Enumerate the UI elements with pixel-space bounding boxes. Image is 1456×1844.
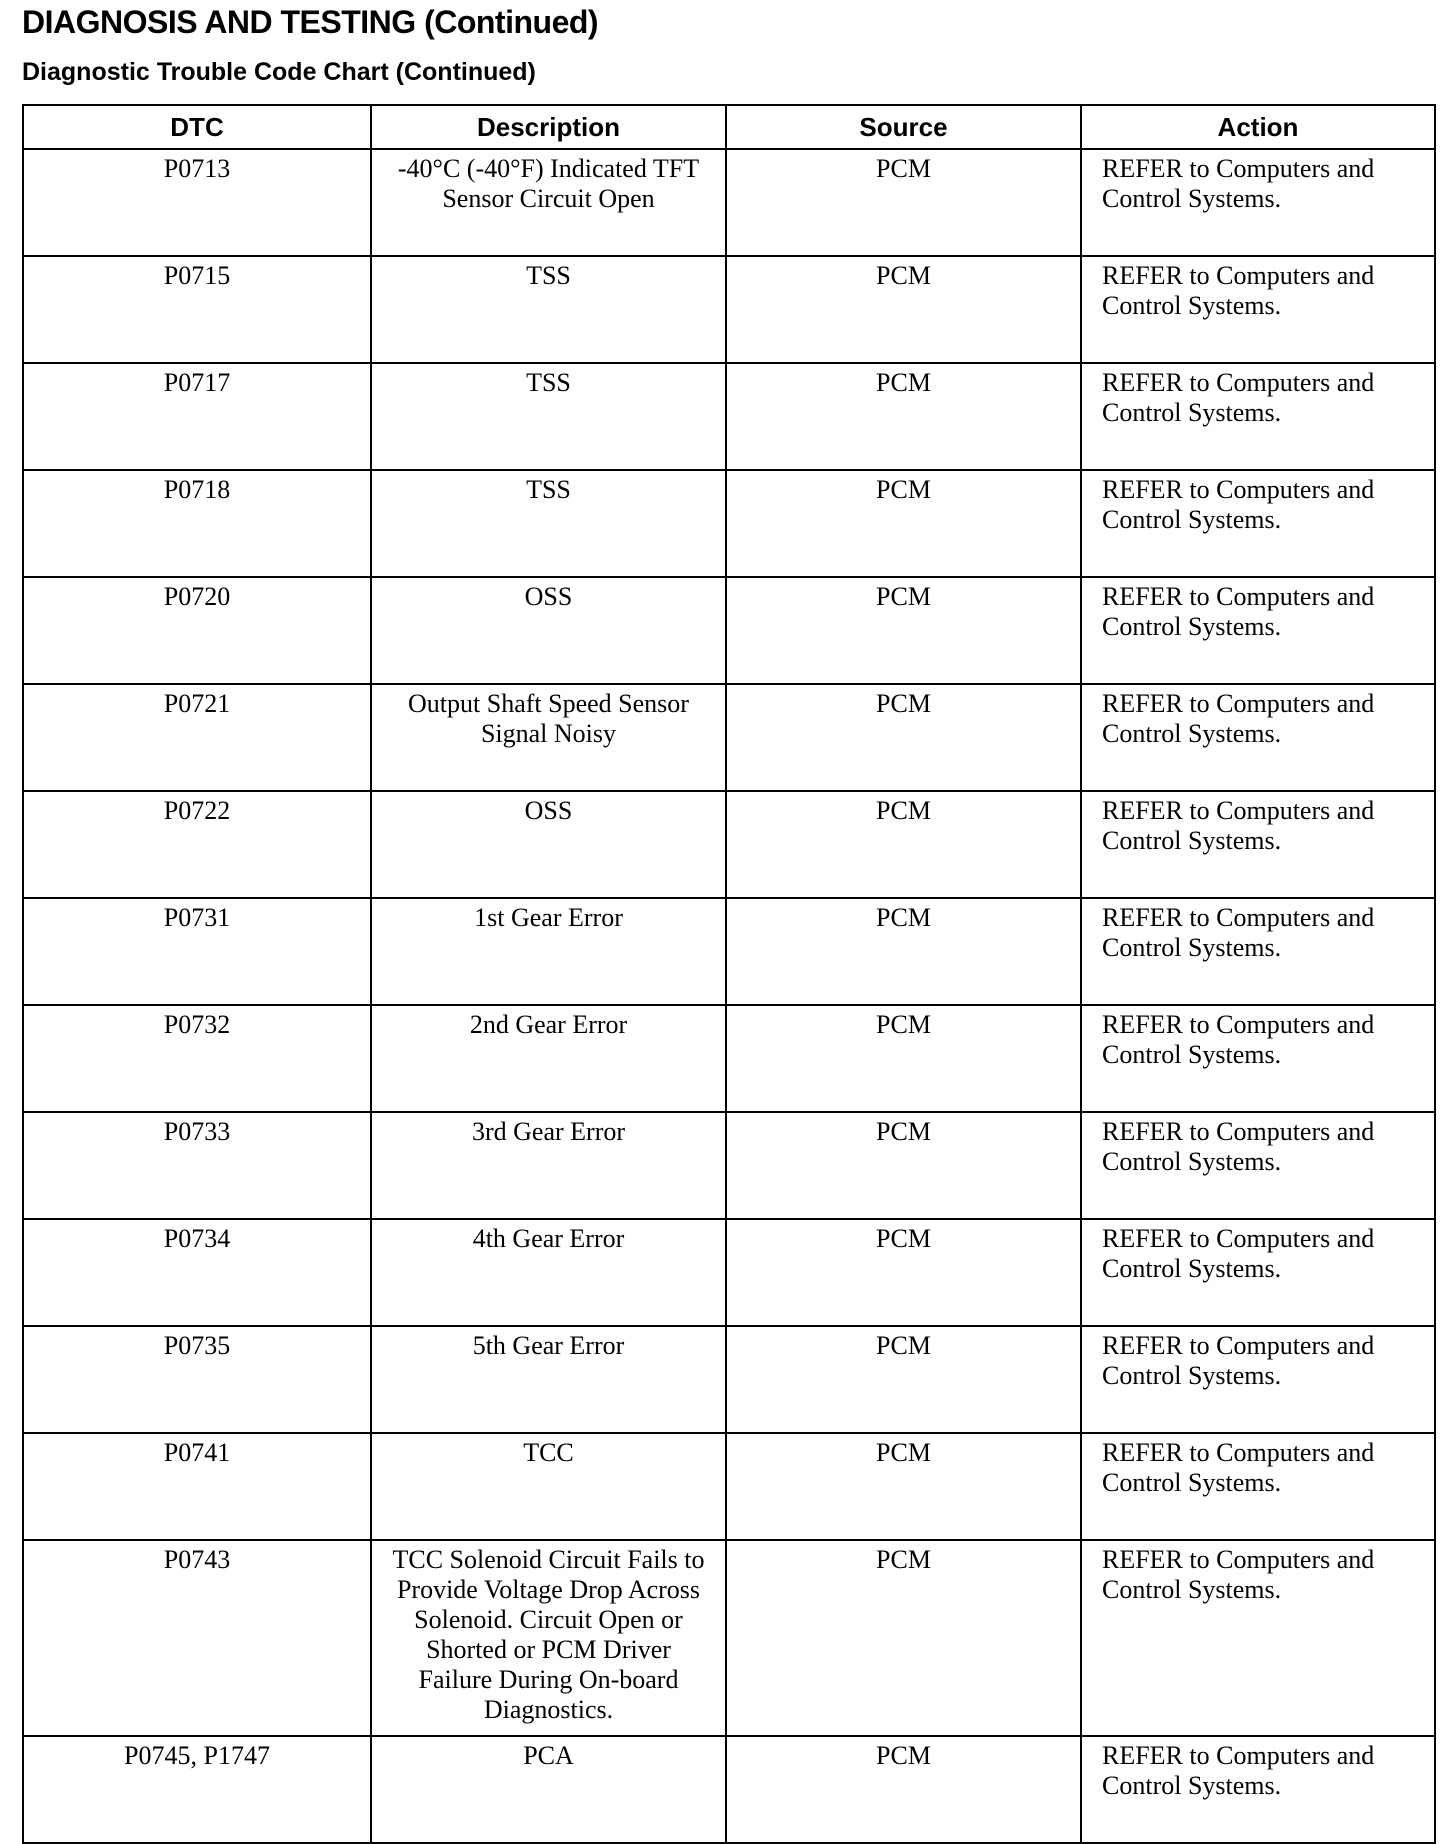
description-text: TCC Solenoid Circuit Fails to Provide Voltage Drop Across Solenoid. Circuit Open or Shorted or PCM Driver Failure During On-board Diagnostics.	[392, 1545, 705, 1724]
dtc-cell: P0732	[23, 1005, 371, 1112]
description-cell	[371, 684, 726, 791]
source-cell: PCM	[726, 1219, 1081, 1326]
description-text: TSS	[526, 261, 571, 290]
dtc-cell: P0734	[23, 1219, 371, 1326]
description-text: TCC	[523, 1438, 574, 1467]
description-cell	[371, 149, 726, 256]
dtc-cell: P0718	[23, 470, 371, 577]
description-cell	[371, 1326, 726, 1433]
source-cell: PCM	[726, 684, 1081, 791]
dtc-cell: P0715	[23, 256, 371, 363]
column-header-dtc: DTC	[23, 105, 371, 149]
source-cell: PCM	[726, 1736, 1081, 1843]
table-row	[23, 1736, 1435, 1843]
source-cell: PCM	[726, 791, 1081, 898]
source-cell: PCM	[726, 1326, 1081, 1433]
description-cell	[371, 256, 726, 363]
source-cell: PCM	[726, 256, 1081, 363]
table-row	[23, 1540, 1435, 1736]
action-cell: REFER to Computers and Control Systems.	[1081, 1433, 1435, 1540]
action-cell: REFER to Computers and Control Systems.	[1081, 256, 1435, 363]
description-cell	[371, 470, 726, 577]
action-cell: REFER to Computers and Control Systems.	[1081, 684, 1435, 791]
table-row	[23, 1005, 1435, 1112]
description-cell	[371, 898, 726, 1005]
description-cell	[371, 1219, 726, 1326]
description-text: 5th Gear Error	[472, 1331, 625, 1360]
description-text: 2nd Gear Error	[469, 1010, 628, 1039]
description-text: 3rd Gear Error	[471, 1117, 626, 1146]
description-text: Output Shaft Speed Sensor Signal Noisy	[408, 689, 689, 748]
dtc-cell: P0721	[23, 684, 371, 791]
table-row	[23, 684, 1435, 791]
dtc-cell: P0745, P1747	[23, 1736, 371, 1843]
table-row	[23, 577, 1435, 684]
table-header-row	[23, 105, 1435, 149]
column-header-description: Description	[371, 105, 726, 149]
table-row	[23, 149, 1435, 256]
dtc-cell: P0741	[23, 1433, 371, 1540]
dtc-cell: P0731	[23, 898, 371, 1005]
source-cell: PCM	[726, 363, 1081, 470]
action-cell: REFER to Computers and Control Systems.	[1081, 791, 1435, 898]
action-cell: REFER to Computers and Control Systems.	[1081, 1005, 1435, 1112]
description-text: PCA	[523, 1741, 574, 1770]
dtc-table	[22, 104, 1436, 1844]
description-cell	[371, 1540, 726, 1736]
dtc-cell: P0733	[23, 1112, 371, 1219]
dtc-cell: P0713	[23, 149, 371, 256]
source-cell: PCM	[726, 577, 1081, 684]
table-row	[23, 256, 1435, 363]
action-cell: REFER to Computers and Control Systems.	[1081, 1736, 1435, 1843]
description-cell	[371, 363, 726, 470]
description-text: 4th Gear Error	[472, 1224, 625, 1253]
description-text: OSS	[524, 582, 573, 611]
table-row	[23, 363, 1435, 470]
table-row	[23, 1112, 1435, 1219]
description-cell	[371, 1736, 726, 1843]
source-cell: PCM	[726, 898, 1081, 1005]
table-title: Diagnostic Trouble Code Chart (Continued)	[22, 58, 536, 86]
source-cell: PCM	[726, 1005, 1081, 1112]
action-cell: REFER to Computers and Control Systems.	[1081, 1540, 1435, 1736]
description-cell	[371, 577, 726, 684]
table-row	[23, 1219, 1435, 1326]
dtc-cell: P0743	[23, 1540, 371, 1736]
source-cell: PCM	[726, 1433, 1081, 1540]
table-row	[23, 1433, 1435, 1540]
table-row	[23, 898, 1435, 1005]
action-cell: REFER to Computers and Control Systems.	[1081, 1326, 1435, 1433]
description-text: TSS	[526, 368, 571, 397]
source-cell: PCM	[726, 470, 1081, 577]
action-cell: REFER to Computers and Control Systems.	[1081, 363, 1435, 470]
table-row	[23, 791, 1435, 898]
action-cell: REFER to Computers and Control Systems.	[1081, 1112, 1435, 1219]
table-row	[23, 470, 1435, 577]
source-cell: PCM	[726, 1540, 1081, 1736]
dtc-cell: P0722	[23, 791, 371, 898]
source-cell: PCM	[726, 149, 1081, 256]
table-row	[23, 1326, 1435, 1433]
dtc-cell: P0717	[23, 363, 371, 470]
dtc-cell: P0720	[23, 577, 371, 684]
action-cell: REFER to Computers and Control Systems.	[1081, 1219, 1435, 1326]
source-cell: PCM	[726, 1112, 1081, 1219]
description-cell	[371, 1005, 726, 1112]
page-title: DIAGNOSIS AND TESTING (Continued)	[22, 4, 599, 40]
description-cell	[371, 1112, 726, 1219]
description-text: -40°C (-40°F) Indicated TFT Sensor Circuit Open	[397, 154, 700, 213]
column-header-source: Source	[726, 105, 1081, 149]
description-cell	[371, 1433, 726, 1540]
description-cell	[371, 791, 726, 898]
description-text: OSS	[524, 796, 573, 825]
action-cell: REFER to Computers and Control Systems.	[1081, 470, 1435, 577]
dtc-cell: P0735	[23, 1326, 371, 1433]
action-cell: REFER to Computers and Control Systems.	[1081, 898, 1435, 1005]
description-text: 1st Gear Error	[474, 903, 623, 932]
column-header-action: Action	[1081, 105, 1435, 149]
description-text: TSS	[526, 475, 571, 504]
action-cell: REFER to Computers and Control Systems.	[1081, 577, 1435, 684]
action-cell: REFER to Computers and Control Systems.	[1081, 149, 1435, 256]
